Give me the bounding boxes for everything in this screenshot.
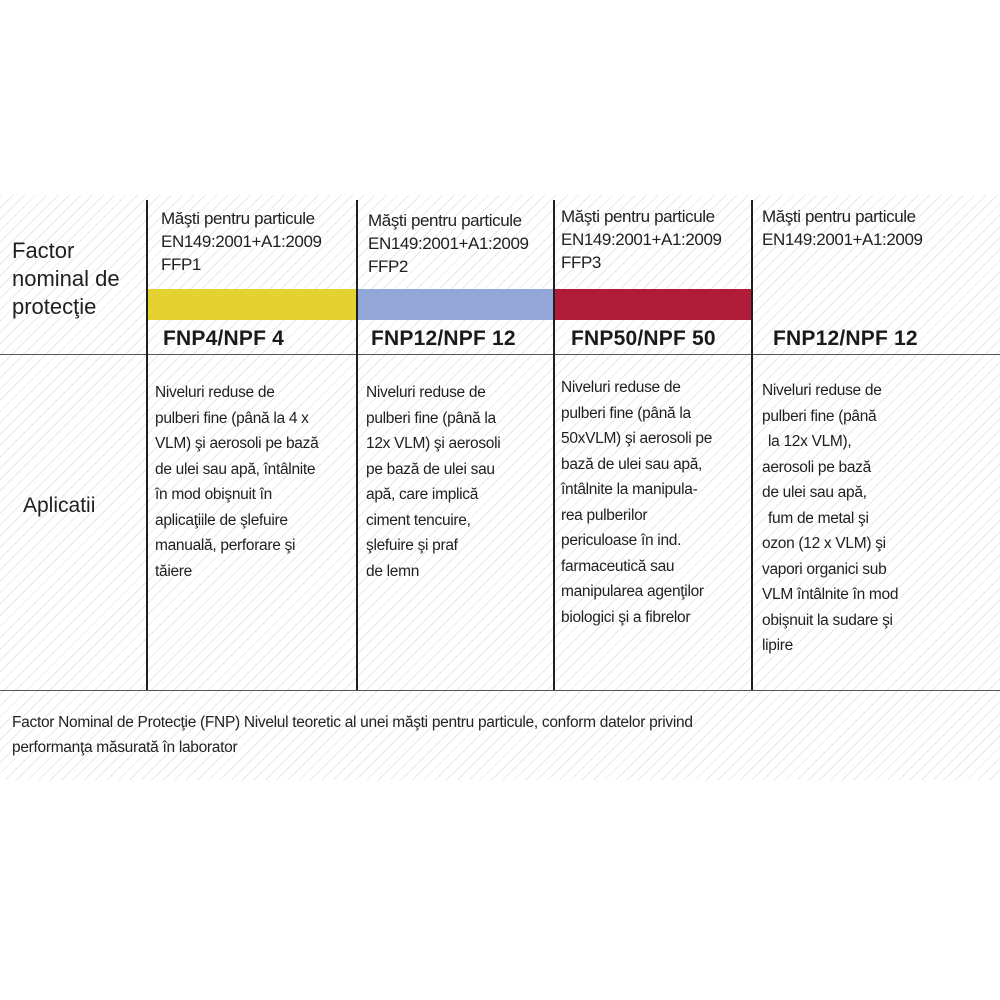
application-line: de lemn [366, 562, 420, 580]
application-line: Niveluri reduse de [155, 384, 275, 401]
column-divider [751, 200, 753, 690]
column-divider [553, 200, 555, 690]
mask-title: Măşti pentru particule [368, 211, 522, 230]
column-divider [146, 200, 148, 690]
application-line: 50xVLM) şi aerosoli pe [561, 430, 713, 447]
mask-title: Măşti pentru particule [561, 207, 715, 226]
table-row-divider [0, 354, 1000, 355]
application-line: în mod obişnuit în [155, 486, 272, 503]
application-line: VLM întâlnite în mod [762, 586, 899, 603]
mask-title: Măşti pentru particule [762, 207, 916, 226]
application-line: fum de metal şi [768, 509, 869, 527]
application-line: manipularea agenţilor [561, 583, 704, 600]
application-line: aerosoli pe bază [762, 458, 871, 476]
fnp-value-ffp2: FNP12/NPF 12 [371, 327, 516, 350]
application-line: la 12x VLM), [768, 433, 852, 450]
mask-class: FFP1 [161, 255, 201, 274]
application-line: bază de ulei sau apă, [561, 455, 703, 473]
fnp-value-ffp3: FNP50/NPF 50 [571, 327, 716, 350]
application-line: pulberi fine (până la [366, 409, 496, 427]
application-line: rea pulberilor [561, 506, 648, 524]
mask-standard: EN149:2001+A1:2009 [561, 230, 722, 249]
application-line: Niveluri reduse de [762, 382, 882, 399]
application-text-ffp3 [561, 375, 749, 630]
application-line: ciment tencuire, [366, 511, 471, 529]
application-line: tăiere [155, 562, 192, 580]
application-line: de ulei sau apă, [762, 484, 867, 501]
footnote-line: performanţa măsurată în laborator [12, 739, 238, 756]
application-line: periculoase în ind. [561, 532, 682, 549]
table-bottom-border [0, 690, 1000, 691]
application-line: aplicaţiile de şlefuire [155, 511, 288, 529]
application-line: întâlnite la manipula- [561, 481, 698, 498]
footnote-line: Factor Nominal de Protecţie (FNP) Nivelul teoretic al unei măşti pentru particule, conform datelor privind [12, 714, 693, 731]
application-line: lipire [762, 637, 793, 654]
application-line: VLM) şi aerosoli pe bază [155, 435, 319, 452]
application-line: Niveluri reduse de [366, 384, 486, 401]
column-divider [356, 200, 358, 690]
column-header-ffp1 [155, 207, 360, 347]
application-text-ffp2 [366, 380, 551, 584]
application-line: apă, care implică [366, 486, 479, 503]
footnote [12, 710, 812, 760]
application-line: 12x VLM) şi aerosoli [366, 435, 501, 452]
application-line: obişnuit la sudare şi [762, 611, 893, 629]
application-line: pe bază de ulei sau [366, 460, 495, 478]
application-line: vapori organici sub [762, 560, 887, 578]
mask-title: Măşti pentru particule [161, 209, 315, 228]
application-text-ffp1 [155, 380, 350, 584]
color-bar-ffp3 [554, 289, 752, 320]
row-label-factor: Factor nominal de protecţie [12, 238, 120, 319]
application-line: ozon (12 x VLM) şi [762, 535, 886, 552]
application-line: Niveluri reduse de [561, 379, 681, 396]
application-line: pulberi fine (până la 4 x [155, 409, 309, 427]
mask-standard: EN149:2001+A1:2009 [161, 232, 322, 251]
application-text-4 [762, 378, 957, 659]
mask-standard: EN149:2001+A1:2009 [368, 234, 529, 253]
mask-class: FFP3 [561, 253, 601, 272]
application-line: biologici şi a fibrelor [561, 608, 691, 626]
row-label-aplicatii: Aplicatii [23, 494, 96, 517]
column-header-ffp3 [555, 205, 755, 345]
application-line: de ulei sau apă, întâlnite [155, 460, 316, 478]
application-line: şlefuire şi praf [366, 537, 458, 554]
application-line: manuală, perforare şi [155, 537, 296, 554]
mask-standard: EN149:2001+A1:2009 [762, 230, 923, 249]
color-bar-ffp1 [147, 289, 357, 320]
application-line: pulberi fine (până [762, 407, 877, 425]
color-bar-ffp2 [357, 289, 554, 320]
column-header-4 [756, 205, 956, 345]
mask-class: FFP2 [368, 257, 408, 276]
application-line: pulberi fine (până la [561, 404, 691, 422]
application-line: farmaceutică sau [561, 557, 675, 575]
fnp-value-4: FNP12/NPF 12 [773, 327, 918, 350]
fnp-value-ffp1: FNP4/NPF 4 [163, 327, 285, 350]
